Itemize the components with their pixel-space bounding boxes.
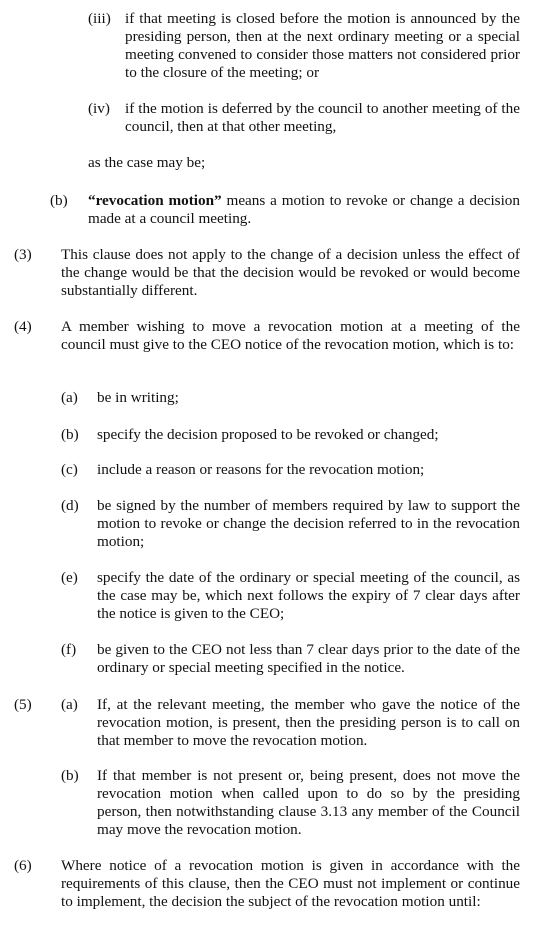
item-label: (f)	[61, 641, 77, 658]
item-text: specify the decision proposed to be revoked or changed;	[97, 426, 439, 443]
item-text: Where notice of a revocation motion is given in accordance with the requirements of this clause, then the CEO must not implement or continue to implement, the decision the subject of the revocation motion until:	[61, 857, 520, 910]
item-label: (b)	[61, 426, 79, 443]
item-text: specify the date of the ordinary or special meeting of the council, as the case may be, which next follows the expiry of 7 clear days after the notice is given to the CEO;	[97, 569, 520, 622]
item-label: (5)	[14, 696, 32, 713]
item-label: (e)	[61, 569, 78, 586]
item-text: A member wishing to move a revocation motion at a meeting of the council must give to the CEO notice of the revocation motion, which is to:	[61, 318, 520, 353]
item-label: (d)	[61, 497, 79, 514]
item-label: (b)	[50, 192, 68, 209]
item-text: if that meeting is closed before the motion is announced by the presiding person, then at the next ordinary meeting or a special meeting convened to consider those matters not considered prior to the closure of the meeting; or	[125, 10, 520, 81]
item-label: (4)	[14, 318, 32, 335]
item-text: if the motion is deferred by the council to another meeting of the council, then at that other meeting,	[125, 100, 520, 135]
item-text: If that member is not present or, being present, does not move the revocation motion when called upon to do so by the presiding person, then notwithstanding clause 3.13 any member of the Council may move the revocation motion.	[97, 767, 520, 838]
item-text: If, at the relevant meeting, the member who gave the notice of the revocation motion, is present, then the presiding person is to call on that member to move the revocation motion.	[97, 696, 520, 749]
item-sublabel: (a)	[61, 696, 78, 713]
item-label: (c)	[61, 461, 78, 478]
item-label: (a)	[61, 389, 78, 406]
item-text: This clause does not apply to the change of a decision unless the effect of the change would be that the decision would be revoked or would become substantially different.	[61, 246, 520, 299]
definition-text	[88, 192, 520, 228]
item-text: be signed by the number of members required by law to support the motion to revoke or change the decision referred to in the revocation motion;	[97, 497, 520, 550]
item-label: (6)	[14, 857, 32, 874]
item-text: means a motion to revoke or change a decision made at a council meeting.	[88, 192, 520, 227]
item-label: (iii)	[88, 10, 111, 27]
item-text: include a reason or reasons for the revocation motion;	[97, 461, 425, 478]
item-text: as the case may be;	[88, 154, 206, 171]
item-text: be given to the CEO not less than 7 clear days prior to the date of the ordinary or special meeting specified in the notice.	[97, 641, 520, 676]
item-label: (b)	[61, 767, 79, 784]
item-label: (3)	[14, 246, 32, 263]
defined-term: “revocation motion”	[88, 192, 222, 209]
item-label: (iv)	[88, 100, 110, 117]
item-text: be in writing;	[97, 389, 179, 406]
